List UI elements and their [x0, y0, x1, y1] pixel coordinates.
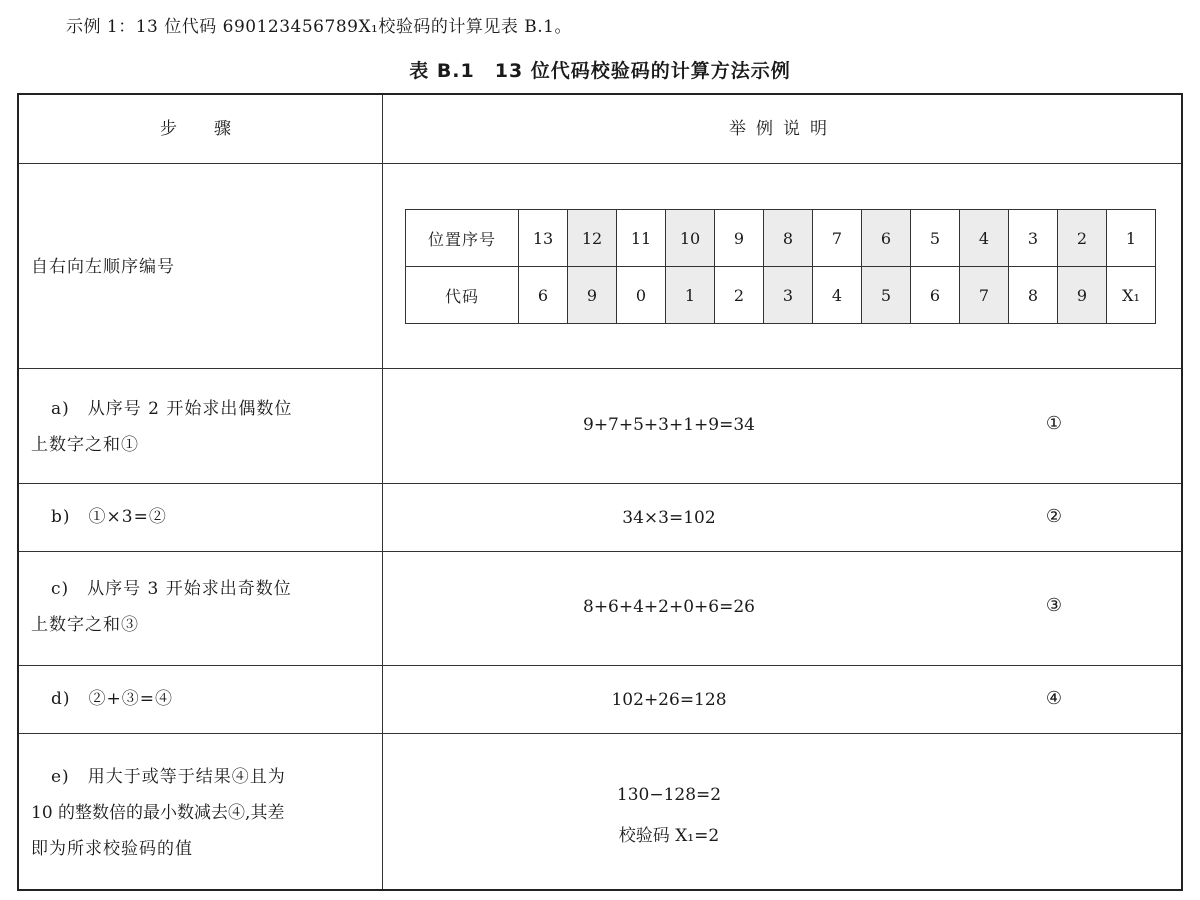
step-c-line1: c) 从序号 3 开始求出奇数位 — [51, 579, 292, 599]
code-cell: 6 — [519, 267, 568, 324]
position-cell: 8 — [764, 210, 813, 267]
position-row-label: 位置序号 — [406, 210, 519, 267]
position-cell: 12 — [568, 210, 617, 267]
position-cell: 2 — [1058, 210, 1107, 267]
step-e-line3: 即为所求校验码的值 — [31, 839, 193, 859]
position-cell: 4 — [960, 210, 1009, 267]
code-cell: 6 — [911, 267, 960, 324]
position-code-table — [405, 209, 1156, 324]
position-cell: 13 — [519, 210, 568, 267]
position-cell: 1 — [1107, 210, 1156, 267]
code-cell: 2 — [715, 267, 764, 324]
position-cell: 10 — [666, 210, 715, 267]
step-c-mark: ③ — [1045, 595, 1063, 616]
intro-text: 示例 1：13 位代码 690123456789X₁校验码的计算见表 B.1。 — [66, 17, 572, 37]
position-cell: 11 — [617, 210, 666, 267]
code-cell: 7 — [960, 267, 1009, 324]
position-cell: 6 — [862, 210, 911, 267]
table-caption: 表 B.1 13 位代码校验码的计算方法示例 — [409, 60, 791, 82]
code-cell: 9 — [1058, 267, 1107, 324]
step-e-line2: 10 的整数倍的最小数减去④,其差 — [31, 803, 285, 823]
step-a-mark: ① — [1045, 413, 1063, 434]
step-a-line2: 上数字之和① — [31, 435, 139, 455]
code-cell: X₁ — [1107, 267, 1156, 324]
expr-text: 130−128=2 — [616, 785, 722, 805]
step-e-line1: e) 用大于或等于结果④且为 — [51, 767, 286, 787]
position-row — [406, 210, 1156, 267]
expr-text: 102+26=128 — [611, 690, 727, 710]
code-cell: 5 — [862, 267, 911, 324]
step-d-line1: d) ②+③=④ — [51, 689, 174, 709]
step-c-line2: 上数字之和③ — [31, 615, 139, 635]
numbering-step-label: 自右向左顺序编号 — [31, 257, 175, 277]
column-divider — [382, 95, 383, 889]
expr-text: 9+7+5+3+1+9=34 — [583, 415, 755, 435]
row-divider — [19, 551, 1181, 552]
check-digit-table — [17, 93, 1183, 891]
expr-text: 8+6+4+2+0+6=26 — [583, 597, 755, 617]
code-cell: 4 — [813, 267, 862, 324]
code-cell: 9 — [568, 267, 617, 324]
row-divider — [19, 665, 1181, 666]
row-divider — [19, 733, 1181, 734]
row-divider — [19, 163, 1181, 164]
position-cell: 3 — [1009, 210, 1058, 267]
row-divider — [19, 368, 1181, 369]
code-row-label: 代码 — [406, 267, 519, 324]
row-divider — [19, 483, 1181, 484]
expr-text: 34×3=102 — [622, 508, 716, 528]
code-cell: 1 — [666, 267, 715, 324]
step-d-mark: ④ — [1045, 688, 1063, 709]
step-b-mark: ② — [1045, 506, 1063, 527]
step-a-line1: a) 从序号 2 开始求出偶数位 — [51, 399, 293, 419]
code-row — [406, 267, 1156, 324]
header-step: 步 骤 — [160, 119, 241, 139]
step-b-line1: b) ①×3=② — [51, 507, 167, 527]
position-cell: 7 — [813, 210, 862, 267]
code-cell: 0 — [617, 267, 666, 324]
expr-text: 校验码 X₁=2 — [618, 826, 720, 846]
code-cell: 3 — [764, 267, 813, 324]
header-example: 举例说明 — [729, 119, 837, 139]
position-cell: 9 — [715, 210, 764, 267]
code-cell: 8 — [1009, 267, 1058, 324]
position-cell: 5 — [911, 210, 960, 267]
